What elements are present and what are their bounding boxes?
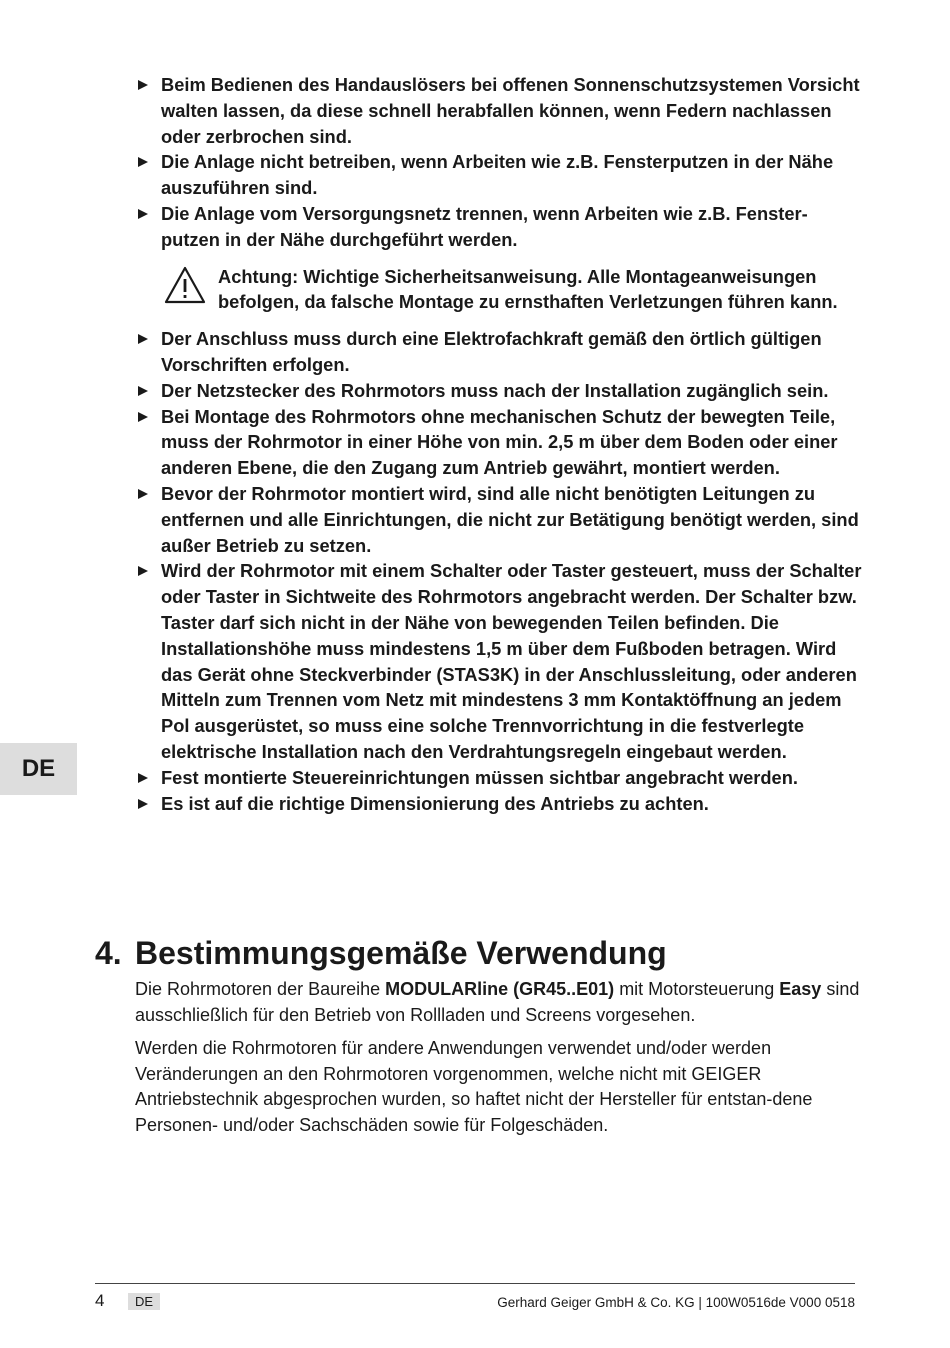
list-item: Die Anlage nicht betreiben, wenn Arbeiten wie z.B. Fensterputzen in der Nähe auszuführen sind. (138, 149, 863, 201)
warning-notice (138, 264, 868, 316)
section-intended-use (95, 931, 865, 1138)
page-number: 4 (95, 1291, 105, 1310)
safety-instructions (138, 72, 863, 816)
section-title: Bestimmungsgemäße Verwendung (135, 935, 667, 971)
bullet-arrow-icon (138, 773, 148, 783)
footer-text: Gerhard Geiger GmbH & Co. KG | 100W0516de V000 0518 (497, 1295, 855, 1310)
list-item: Der Anschluss muss durch eine Elektrofachkraft gemäß den örtlich gültigen Vorschriften erfolgen. (138, 326, 863, 378)
bullet-arrow-icon (138, 799, 148, 809)
section-heading (95, 931, 865, 975)
list-item: Die Anlage vom Versorgungsnetz trennen, wenn Arbeiten wie z.B. Fenster-putzen in der Nähe durchgeführt werden. (138, 201, 863, 253)
control-name: Easy (779, 979, 822, 999)
bullet-arrow-icon (138, 386, 148, 396)
language-badge: DE (128, 1293, 160, 1310)
list-item: Der Netzstecker des Rohrmotors muss nach der Installation zugänglich sein. (138, 378, 863, 404)
list-item: Wird der Rohrmotor mit einem Schalter oder Taster gesteuert, muss der Schalter oder Taster in Sichtweite des Rohrmotors angebracht werden. Der Schalter bzw. Taster darf sich nicht in der Nähe von bewegenden Teilen befinden. Die Installationshöhe muss mindestens 1,5 m über dem Fußboden betragen. Wird das Gerät ohne Steckverbinder (STAS3K) in der Anschlussleitung, oder anderen Mitteln zum Trennen vom Netz mit mindestens 3 mm Kontaktöffnung an jedem Pol ausgerüstet, so muss eine solche Trennvorrichtung in die festverlegte elektrische Installation nach den Verdrahtungsregeln eingebaut werden. (138, 558, 863, 764)
bullet-arrow-icon (138, 80, 148, 90)
bullet-arrow-icon (138, 157, 148, 167)
paragraph: Werden die Rohrmotoren für andere Anwendungen verwendet und/oder werden Veränderungen an den Rohrmotoren vorgenommen, welche nicht mit GEIGER Antriebstechnik abgesprochen wurden, so haftet nicht der Hersteller für entstan-dene Personen- und/oder Sachschäden sowie für Folgeschäden. (135, 1038, 813, 1135)
footer-divider (95, 1283, 855, 1284)
paragraph: Die Rohrmotoren der Baureihe MODULARline (GR45..E01) mit Motorsteuerung Easy sind ausschließlich für den Betrieb von Rollladen und Screens vorgesehen. (135, 979, 860, 1025)
list-item: Fest montierte Steuereinrichtungen müssen sichtbar angebracht werden. (138, 765, 863, 791)
list-item: Beim Bedienen des Handauslösers bei offenen Sonnenschutzsystemen Vorsicht walten lassen, da diese schnell herabfallen können, wenn Federn nachlassen oder zerbrochen sind. (138, 72, 863, 149)
bullet-arrow-icon (138, 566, 148, 576)
warning-text: Achtung: Wichtige Sicherheitsanweisung. Alle Montageanweisungen befolgen, da falsche Montage zu ernsthaften Verletzungen führen kann. (218, 265, 838, 313)
bullet-arrow-icon (138, 209, 148, 219)
list-item: Bei Montage des Rohrmotors ohne mechanischen Schutz der bewegten Teile, muss der Rohrmotor in einer Höhe von min. 2,5 m über dem Boden oder einer anderen Ebene, die den Zugang zum Antrieb gewährt, montiert werden. (138, 404, 863, 481)
list-item: Es ist auf die richtige Dimensionierung des Antriebs zu achten. (138, 791, 863, 817)
list-item: Bevor der Rohrmotor montiert wird, sind alle nicht benötigten Leitungen zu entfernen und alle Einrichtungen, die nicht zur Betätigung benötigt werden, sind außer Betrieb zu setzen. (138, 481, 863, 558)
product-name: MODULARline (GR45..E01) (385, 979, 615, 999)
section-number: 4. (95, 935, 122, 971)
warning-triangle-icon (164, 266, 206, 304)
language-side-tab: DE (0, 743, 77, 795)
page-footer (95, 1290, 855, 1314)
bullet-arrow-icon (138, 412, 148, 422)
bullet-arrow-icon (138, 489, 148, 499)
bullet-arrow-icon (138, 334, 148, 344)
